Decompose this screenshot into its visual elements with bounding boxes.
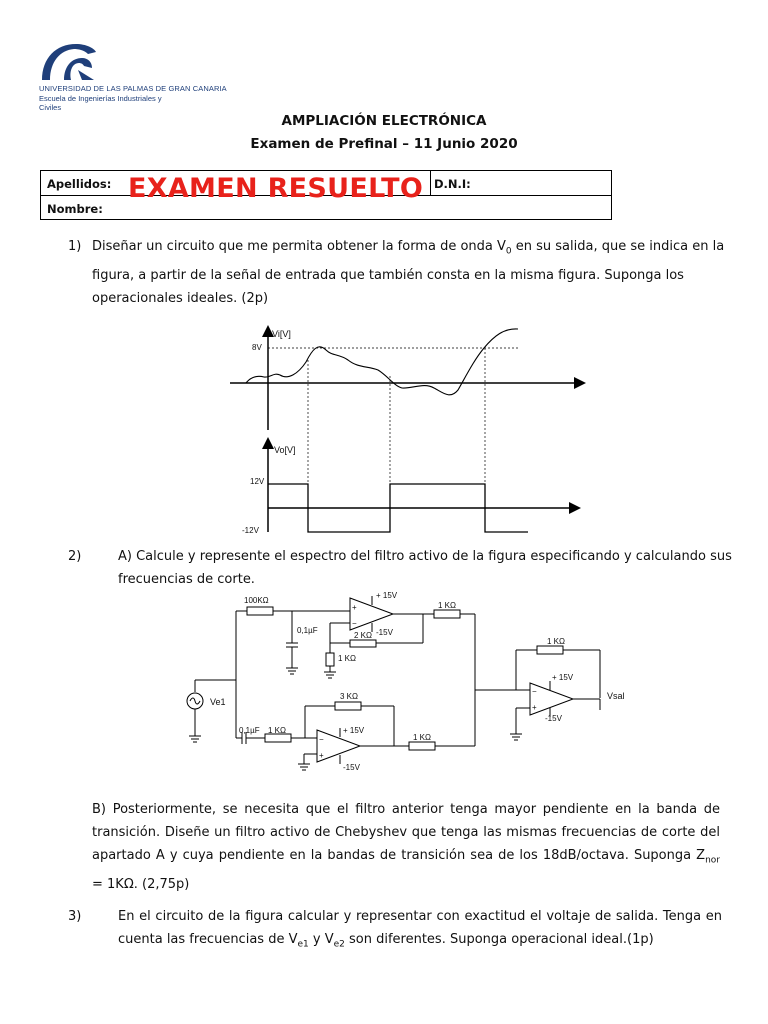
opamp-3-vminus: -15V: [545, 714, 562, 723]
resistor-out-2-label: 1 KΩ: [413, 733, 431, 742]
vi-label: Vi[V]: [272, 329, 291, 339]
resistor-1k-ground: [326, 653, 334, 666]
resistor-3k-label: 3 KΩ: [340, 692, 358, 701]
opamp-2-vplus: + 15V: [343, 726, 365, 735]
table-divider: [430, 171, 431, 196]
svg-text:+: +: [532, 703, 537, 712]
svg-text:+: +: [352, 603, 357, 612]
resistor-feedback-3-label: 1 KΩ: [547, 637, 565, 646]
capacitor-top-label: 0,1µF: [297, 626, 318, 635]
opamp-1-vplus: + 15V: [376, 591, 398, 600]
question-1-text: Diseñar un circuito que me permita obtener la forma de onda $V_0$ en su salida, que se indica en la figura, a partir de la señal de entrada que también consta en la misma figura. Suponga los operacionales ideales. (2p): [92, 239, 725, 306]
svg-text:−: −: [532, 687, 537, 696]
resistor-feedback-3: [537, 646, 563, 654]
name-label: Nombre:: [47, 202, 103, 216]
vi-level-label: 8V: [252, 343, 262, 352]
resistor-100k-label: 100KΩ: [244, 596, 269, 605]
opamp-3-vplus: + 15V: [552, 673, 574, 682]
filter-circuit-figure: [180, 588, 625, 783]
school-name-line1: Escuela de Ingenierías Industriales y: [39, 94, 162, 103]
resistor-1k-input: [265, 734, 291, 742]
resistor-100k: [247, 607, 273, 615]
question-1-number: 1): [68, 239, 82, 254]
vo-high-label: 12V: [250, 477, 265, 486]
vsal-label: Vsal: [607, 691, 625, 701]
resistor-1k-ground-label: 1 KΩ: [338, 654, 356, 663]
question-2b-text: B) Posteriormente, se necesita que el filtro anterior tenga mayor pendiente en la banda de transición. Diseñe un filtro activo de Chebyshev que tenga las mismas frecuencias de corte del apartado A y cuya pendiente en la bandas de transición sea de los 18dB/octava. Suponga $Z_{nor} = 1K\Omega$. (2,75p): [92, 802, 720, 892]
dni-label: D.N.I:: [434, 177, 471, 191]
svg-text:−: −: [319, 735, 324, 744]
svg-text:−: −: [352, 619, 357, 628]
question-2a-text: A) Calcule y represente el espectro del filtro activo de la figura especificando y calculando sus frecuencias de corte.: [118, 549, 732, 587]
university-name: UNIVERSIDAD DE LAS PALMAS DE GRAN CANARIA: [39, 84, 227, 93]
resistor-3k: [335, 702, 361, 710]
question-3-number: 3): [68, 909, 82, 924]
resistor-2k: [350, 640, 376, 647]
svg-text:+: +: [319, 751, 324, 760]
opamp-1-vminus: -15V: [376, 628, 393, 637]
resistor-out-1-label: 1 KΩ: [438, 601, 456, 610]
vo-low-label: -12V: [242, 526, 259, 535]
solved-exam-stamp: EXAMEN RESUELTO: [128, 173, 424, 204]
question-2-number: 2): [68, 549, 82, 564]
waveform-figure: [228, 320, 593, 540]
resistor-1k-input-label: 1 KΩ: [268, 726, 286, 735]
question-3-text: En el circuito de la figura calcular y representar con exactitud el voltaje de salida. Tenga en cuenta las frecuencias de $V_{e1}$ y $V_{e2}$ son diferentes. Suponga operacional ideal.(1p): [118, 909, 722, 950]
surname-label: Apellidos:: [47, 177, 112, 191]
capacitor-bottom-label: 0,1µF: [239, 726, 260, 735]
exam-subtitle: Examen de Prefinal – 11 Junio 2020: [250, 136, 518, 152]
course-title: AMPLIACIÓN ELECTRÓNICA: [281, 113, 487, 129]
university-logo: [38, 40, 98, 84]
vo-label: Vo[V]: [274, 445, 296, 455]
resistor-2k-label: 2 KΩ: [354, 631, 372, 640]
resistor-out-1: [434, 610, 460, 618]
resistor-out-2: [409, 742, 435, 750]
source-label: Ve1: [210, 697, 226, 707]
opamp-2-vminus: -15V: [343, 763, 360, 772]
school-name-line2: Civiles: [39, 103, 62, 112]
